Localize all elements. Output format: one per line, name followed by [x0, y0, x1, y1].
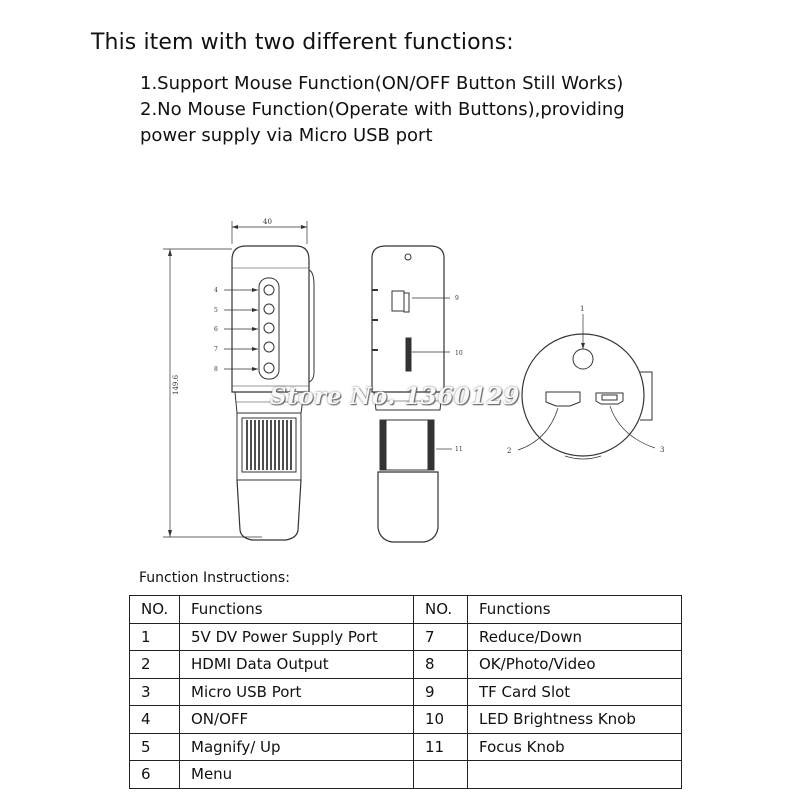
cell-no: [414, 761, 468, 789]
table-row: [130, 733, 682, 761]
header-no-2: NO.: [414, 596, 468, 624]
callout-10: 10: [455, 350, 463, 357]
cell-no: 7: [414, 623, 468, 651]
cell-function: Reduce/Down: [468, 623, 682, 651]
dim-width-label: 40: [263, 218, 272, 226]
cell-function: Micro USB Port: [180, 678, 414, 706]
table-row: [130, 651, 682, 679]
cell-no: 6: [130, 761, 180, 789]
function-table: [129, 595, 682, 789]
cell-function: [468, 761, 682, 789]
cell-no: 9: [414, 678, 468, 706]
cell-function: TF Card Slot: [468, 678, 682, 706]
feature-line-2: 2.No Mouse Function(Operate with Buttons),providing: [140, 99, 625, 120]
table-row: [130, 706, 682, 734]
header-functions-2: Functions: [468, 596, 682, 624]
feature-line-1: 1.Support Mouse Function(ON/OFF Button Still Works): [140, 73, 624, 94]
callout-1: 1: [580, 305, 585, 313]
front-view: [163, 218, 314, 540]
table-row: [130, 678, 682, 706]
cell-no: 8: [414, 651, 468, 679]
callout-9: 9: [455, 295, 459, 302]
callout-4: 4: [214, 287, 218, 294]
callout-8: 8: [214, 366, 218, 373]
cell-function: OK/Photo/Video: [468, 651, 682, 679]
dim-height-label: 149.6: [172, 374, 180, 395]
callout-2: 2: [507, 447, 512, 455]
cell-function: Focus Knob: [468, 733, 682, 761]
cell-function: HDMI Data Output: [180, 651, 414, 679]
table-header-row: [130, 596, 682, 624]
store-watermark: Store No. 1360129: [270, 383, 520, 410]
cell-function: ON/OFF: [180, 706, 414, 734]
callout-6: 6: [214, 326, 218, 333]
header-no-1: NO.: [130, 596, 180, 624]
cell-no: 4: [130, 706, 180, 734]
cell-no: 2: [130, 651, 180, 679]
cell-function: Magnify/ Up: [180, 733, 414, 761]
callout-7: 7: [214, 346, 218, 353]
callout-11: 11: [455, 446, 463, 453]
table-row: [130, 623, 682, 651]
end-view: [507, 305, 664, 459]
header-functions-1: Functions: [180, 596, 414, 624]
cell-no: 3: [130, 678, 180, 706]
callout-3: 3: [660, 446, 665, 454]
cell-function: LED Brightness Knob: [468, 706, 682, 734]
cell-function: Menu: [180, 761, 414, 789]
cell-no: 11: [414, 733, 468, 761]
cell-no: 5: [130, 733, 180, 761]
callout-5: 5: [214, 307, 218, 314]
cell-function: 5V DV Power Supply Port: [180, 623, 414, 651]
feature-line-3: power supply via Micro USB port: [140, 125, 433, 146]
cell-no: 10: [414, 706, 468, 734]
cell-no: 1: [130, 623, 180, 651]
table-row: [130, 761, 682, 789]
page-heading: This item with two different functions:: [91, 30, 514, 55]
table-caption: Function Instructions:: [139, 570, 290, 586]
